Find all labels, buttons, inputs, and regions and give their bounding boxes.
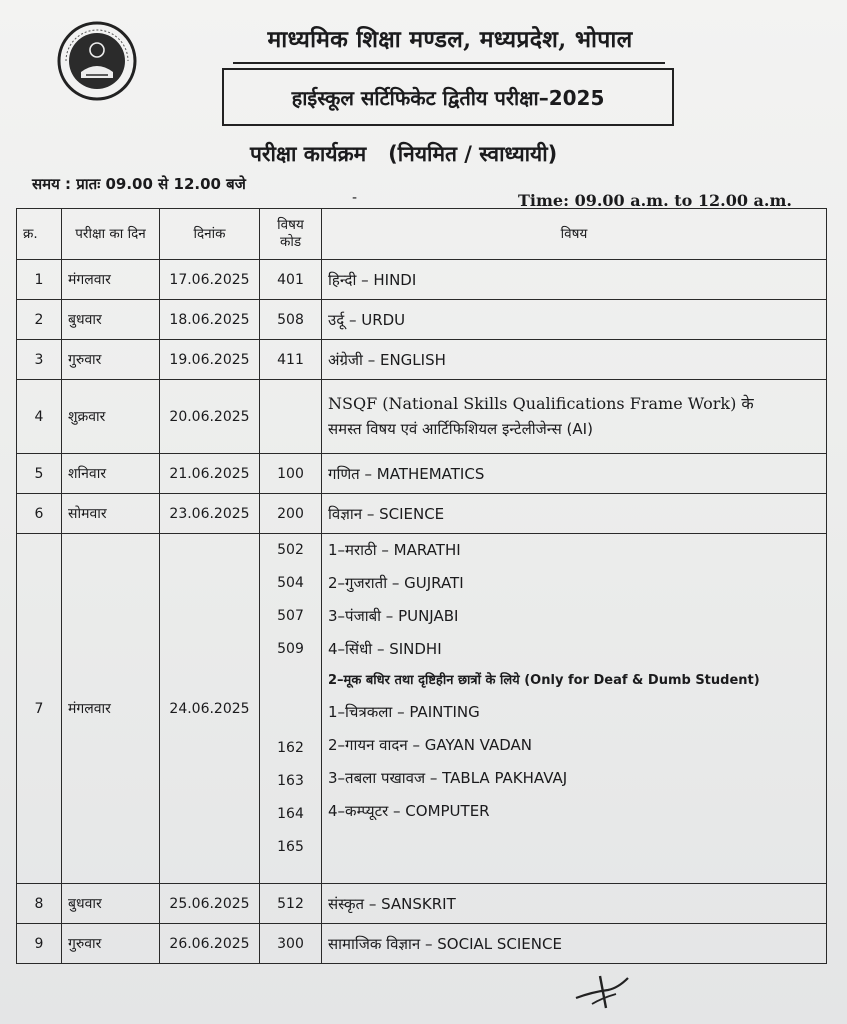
row-date: 24.06.2025 (160, 534, 260, 884)
row-date: 23.06.2025 (160, 494, 260, 534)
row-day: गुरुवार (62, 340, 160, 380)
subject-item: 4–कम्प्यूटर – COMPUTER (328, 802, 490, 820)
row-subject: हिन्दी – HINDI (322, 260, 827, 300)
code-item: 162 (277, 740, 304, 756)
table-row (17, 884, 827, 924)
handwritten-signature (572, 968, 632, 1014)
row-date: 25.06.2025 (160, 884, 260, 924)
exam-title: हाईस्कूल सर्टिफिकेट द्वितीय परीक्षा–2025 (291, 85, 605, 110)
row-subjects (322, 534, 827, 884)
table-row (17, 300, 827, 340)
row-code: 100 (260, 454, 322, 494)
subject-item: 1–चित्रकला – PAINTING (328, 703, 480, 721)
row-serial: 2 (17, 300, 62, 340)
header-date: दिनांक (160, 209, 260, 260)
header-serial: क्र. (17, 209, 62, 260)
row-subject: संस्कृत – SANSKRIT (322, 884, 827, 924)
deaf-dumb-note: 2–मूक बधिर तथा दृष्टिहीन छात्रों के लिये (Only for Deaf & Dumb Student) (328, 673, 760, 688)
row-codes (260, 534, 322, 884)
nsqf-subject-hindi: समस्त विषय एवं आर्टिफिशियल इन्टेलीजेन्स (AI) (328, 419, 593, 438)
row-day: मंगलवार (62, 534, 160, 884)
subject-item: 2–गुजराती – GUJRATI (328, 574, 464, 592)
row-serial: 4 (17, 380, 62, 454)
header-day: परीक्षा का दिन (62, 209, 160, 260)
row-date: 17.06.2025 (160, 260, 260, 300)
board-seal-logo (56, 20, 138, 102)
row-day: शुक्रवार (62, 380, 160, 454)
row-subject: गणित – MATHEMATICS (322, 454, 827, 494)
time-hindi: समय : प्रातः 09.00 से 12.00 बजे (32, 175, 246, 193)
row-serial: 9 (17, 924, 62, 964)
title-underline (233, 62, 665, 64)
table-row (17, 454, 827, 494)
exam-title-box (222, 68, 674, 126)
subject-item: 3–तबला पखावज – TABLA PAKHAVAJ (328, 769, 568, 787)
row-code: 508 (260, 300, 322, 340)
table-row (17, 494, 827, 534)
row-code: 512 (260, 884, 322, 924)
row-serial: 3 (17, 340, 62, 380)
row-date: 20.06.2025 (160, 380, 260, 454)
row-date: 21.06.2025 (160, 454, 260, 494)
code-item: 165 (277, 839, 304, 855)
row-serial: 7 (17, 534, 62, 884)
program-title: परीक्षा कार्यक्रम (नियमित / स्वाध्यायी) (250, 142, 558, 166)
row-subject: अंग्रेजी – ENGLISH (322, 340, 827, 380)
nsqf-subject-english: NSQF (National Skills Qualifications Frame Work) के (328, 393, 754, 413)
row-code (260, 380, 322, 454)
code-spacer (266, 666, 315, 732)
subject-item: 1–मराठी – MARATHI (328, 541, 461, 559)
row-code: 300 (260, 924, 322, 964)
subject-item: 3–पंजाबी – PUNJABI (328, 607, 459, 625)
subject-item: 2–गायन वादन – GAYAN VADAN (328, 736, 533, 754)
code-item: 164 (277, 806, 304, 822)
code-item: 509 (277, 641, 304, 657)
row-subject: उर्दू – URDU (322, 300, 827, 340)
time-english: Time: 09.00 a.m. to 12.00 a.m. (518, 191, 792, 210)
row-subject (322, 380, 827, 454)
row-subject: सामाजिक विज्ञान – SOCIAL SCIENCE (322, 924, 827, 964)
row-day: सोमवार (62, 494, 160, 534)
subject-item: 4–सिंधी – SINDHI (328, 640, 442, 658)
organization-name: माध्यमिक शिक्षा मण्डल, मध्यप्रदेश, भोपाल (267, 26, 633, 53)
row-code: 200 (260, 494, 322, 534)
dash-mark: - (352, 190, 358, 206)
table-row (17, 340, 827, 380)
row-serial: 8 (17, 884, 62, 924)
code-item: 163 (277, 773, 304, 789)
table-header-row (17, 209, 827, 260)
row-code: 401 (260, 260, 322, 300)
language-subjects-list (328, 534, 820, 828)
language-codes-list (266, 534, 315, 864)
row-day: शनिवार (62, 454, 160, 494)
row-day: गुरुवार (62, 924, 160, 964)
table-row (17, 260, 827, 300)
header-subject: विषय (322, 209, 827, 260)
row-date: 19.06.2025 (160, 340, 260, 380)
row-date: 26.06.2025 (160, 924, 260, 964)
row-serial: 5 (17, 454, 62, 494)
code-item: 507 (277, 608, 304, 624)
table-row (17, 380, 827, 454)
row-serial: 1 (17, 260, 62, 300)
table-row (17, 534, 827, 884)
row-serial: 6 (17, 494, 62, 534)
row-subject: विज्ञान – SCIENCE (322, 494, 827, 534)
table-row (17, 924, 827, 964)
exam-schedule-table (16, 208, 827, 964)
row-day: मंगलवार (62, 260, 160, 300)
row-day: बुधवार (62, 300, 160, 340)
row-day: बुधवार (62, 884, 160, 924)
code-item: 502 (277, 542, 304, 558)
code-item: 504 (277, 575, 304, 591)
row-code: 411 (260, 340, 322, 380)
header-code: विषय कोड (260, 209, 322, 260)
row-date: 18.06.2025 (160, 300, 260, 340)
